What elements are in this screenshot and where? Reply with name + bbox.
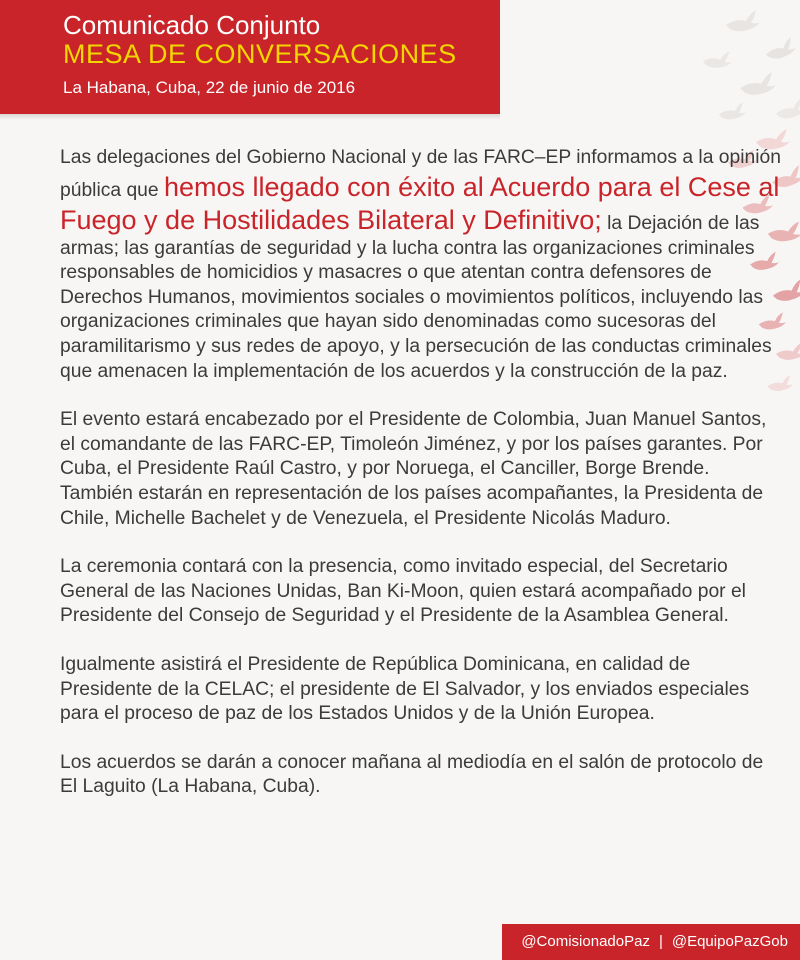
handle-equipo-paz-gob[interactable]: @EquipoPazGob [671, 933, 788, 950]
paragraph-agreement-intro: Las delegaciones del Gobierno Nacional y de las FARC–EP informamos a la opinión pública que [60, 147, 781, 201]
paragraph-agreement [60, 146, 782, 384]
paragraph-agreement-rest: la Dejación de las armas; las garantías de seguridad y la lucha contra las organizaciones criminales responsables de homicidios y masacres o que atentan contra defensores de Derechos Humanos, movimientos sociales o movimientos políticos, incluyendo las organizaciones criminales que hayan sido denominadas como sucesoras del paramilitarismo y sus redes de apoyo, y la persecución de las conductas criminales que amenacen la implementación de los acuerdos y la construcción de la paz. [60, 212, 772, 382]
agreement-highlight: hemos llegado con éxito al Acuerdo para el Cese al Fuego y de Hostilidades Bilateral y Definitivo; [60, 171, 780, 235]
paragraph-announcement: Los acuerdos se darán a conocer mañana al mediodía en el salón de protocolo de El Laguito (La Habana, Cuba). [60, 751, 764, 798]
location-date: La Habana, Cuba, 22 de junio de 2016 [63, 78, 356, 97]
paragraph-event-leaders: El evento estará encabezado por el Presidente de Colombia, Juan Manuel Santos, el comandante de las FARC-EP, Timoleón Jiménez, y por los países garantes. Por Cuba, el Presidente Raúl Castro, y por Noruega, el Canciller, Borge Brende. También estarán en representación de los países acompañantes, la Presidenta de Chile, Michelle Bachelet y de Venezuela, el Presidente Nicolás Maduro. [60, 409, 767, 529]
negotiation-table-subtitle: MESA DE CONVERSACIONES [63, 39, 457, 69]
communique-body [60, 146, 782, 824]
paragraph-ceremony: La ceremonia contará con la presencia, como invitado especial, del Secretario General de las Naciones Unidas, Ban Ki-Moon, quien estará acompañado por el Presidente del Consejo de Seguridad y el Presidente de la Asamblea General. [60, 556, 746, 627]
footer-separator: | [658, 933, 663, 950]
header-banner [0, 0, 500, 114]
communique-title: Comunicado Conjunto [63, 10, 321, 40]
footer-bar [502, 924, 800, 960]
handle-comisionado-paz[interactable]: @ComisionadoPaz [521, 933, 650, 950]
paragraph-attendees: Igualmente asistirá el Presidente de República Dominicana, en calidad de Presidente de la CELAC; el presidente de El Salvador, y los enviados especiales para el proceso de paz de los Estados Unidos y de la Unión Europea. [60, 653, 750, 725]
